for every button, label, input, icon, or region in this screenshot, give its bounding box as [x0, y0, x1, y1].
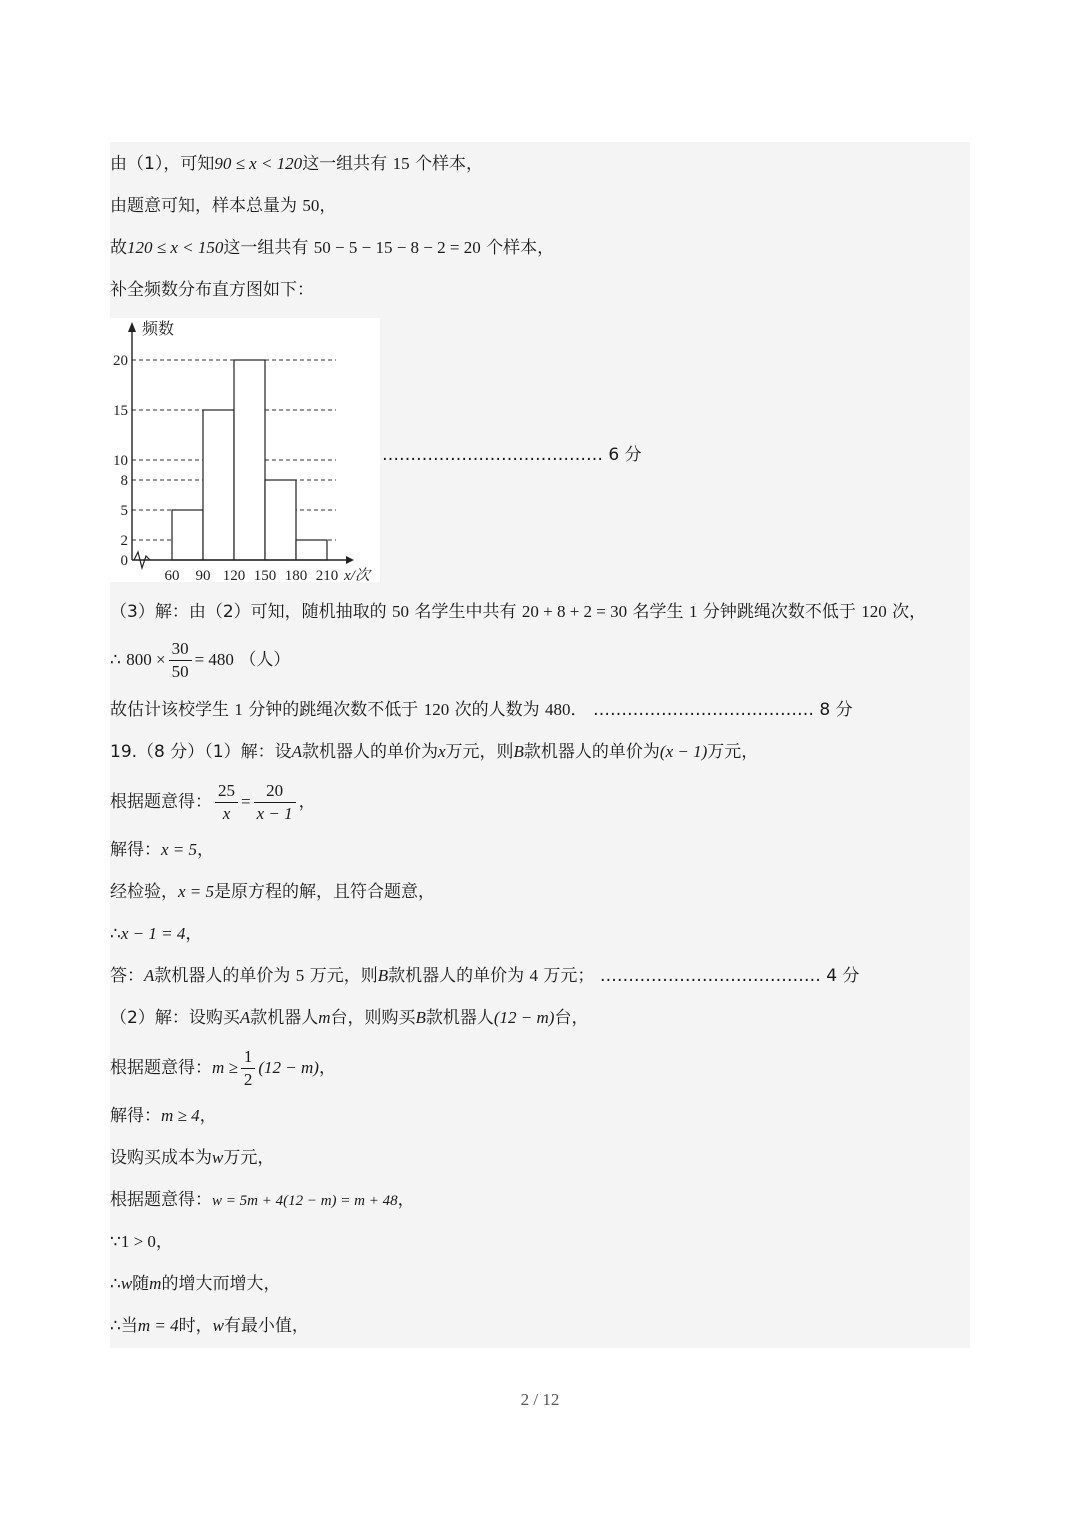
bar-120-150 [234, 360, 265, 560]
x-tick-210: 210 [315, 568, 339, 582]
line-7: ∴ 800 × $\frac{30}{50}$ = 480 （人） [110, 638, 291, 681]
x-axis-label: x/次 [344, 568, 370, 582]
line-14: 答：A款机器人的单价为 5 万元，则B款机器人的单价为 4 万元； ………………………………… 4 分 [110, 966, 860, 986]
line-22: ∴当m = 4时，w有最小值， [110, 1316, 309, 1336]
bar-60-90 [172, 510, 203, 560]
y-tick-15: 15 [113, 403, 128, 419]
line-15: （2）解：设购买A款机器人m台，则购买B款机器人(12 − m)台， [110, 1008, 589, 1028]
x-tick-90: 90 [195, 568, 211, 582]
line-20: ∵1 > 0， [110, 1232, 173, 1252]
line-13: ∴x − 1 = 4， [110, 924, 203, 944]
bar-150-180 [265, 480, 296, 560]
line-19: 根据题意得：w = 5m + 4(12 − m) = m + 48， [110, 1190, 415, 1210]
x-tick-150: 150 [253, 568, 277, 582]
line-8: 故估计该校学生 1 分钟的跳绳次数不低于 120 次的人数为 480． ………………………………… 8 分 [110, 700, 853, 720]
line-16: 根据题意得：m ≥ $\frac{1}{2}$ (12 − m)， [110, 1046, 336, 1089]
histogram-svg [110, 318, 380, 582]
line-4: 补全频数分布直方图如下： [110, 280, 314, 300]
score-6: ………………………………… 6 分 [382, 445, 642, 465]
line-17: 解得：m ≥ 4， [110, 1106, 217, 1126]
y-axis-label: 频数 [142, 319, 175, 338]
fraction-30-50: $\frac{30}{50}$ [169, 638, 192, 683]
fraction-25-x: $\frac{25}{x}$ [215, 780, 238, 825]
page-number: 2 / 12 [520, 1390, 560, 1409]
y-axis-arrow [128, 322, 136, 332]
answer-sheet [110, 142, 970, 1348]
y-tick-10: 10 [113, 453, 128, 469]
x-tick-60: 60 [164, 568, 180, 582]
line-21: ∴w随m的增大而增大， [110, 1274, 281, 1294]
y-tick-0: 0 [120, 553, 128, 569]
y-tick-5: 5 [120, 503, 128, 519]
x-axis-arrow [346, 556, 354, 564]
fraction-20-x-1: $\frac{20}{x - 1}$ [254, 780, 296, 825]
line-1: 由（1），可知90 ≤ x < 120这一组共有 15 个样本， [110, 154, 483, 174]
bar-180-210 [296, 540, 327, 560]
x-tick-180: 180 [284, 568, 308, 582]
y-tick-20: 20 [113, 353, 128, 369]
y-tick-8: 8 [120, 473, 128, 489]
line-12: 经检验，x = 5是原方程的解，且符合题意， [110, 882, 436, 902]
line-3: 故120 ≤ x < 150这一组共有 50 − 5 − 15 − 8 − 2 = 20 个样本， [110, 238, 555, 258]
bar-90-120 [203, 410, 234, 560]
frequency-histogram [110, 318, 380, 582]
line-6: （3）解：由（2）可知，随机抽取的 50 名学生中共有 20 + 8 + 2 = 30 名学生 1 分钟跳绳次数不低于 120 次， [110, 602, 927, 622]
fraction-1-2: $\frac{1}{2}$ [241, 1046, 256, 1091]
line-11: 解得：x = 5， [110, 840, 215, 860]
x-tick-120: 120 [222, 568, 246, 582]
line-18: 设购买成本为w万元， [110, 1148, 275, 1168]
line-9: 19.（8 分）（1）解：设A款机器人的单价为x万元，则B款机器人的单价为(x − 1)万元， [110, 742, 759, 762]
y-tick-2: 2 [120, 533, 128, 549]
line-2: 由题意可知，样本总量为 50， [110, 196, 337, 216]
line-10: 根据题意得： $\frac{25}{x}$ = $\frac{20}{x - 1}$ ， [110, 780, 316, 823]
